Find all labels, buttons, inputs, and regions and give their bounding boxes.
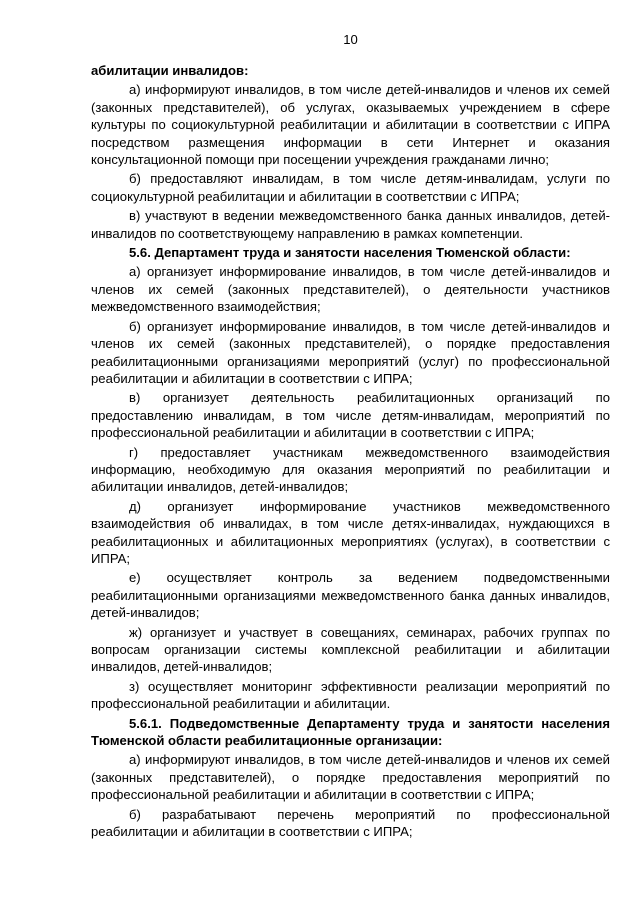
paragraph-item: в) участвуют в ведении межведомственного банка данных инвалидов, детей-инвалидов по соответствующему направлению в рамках компетенции. <box>91 208 610 241</box>
section-heading: 5.6. Департамент труда и занятости населения Тюменской области: <box>129 245 571 261</box>
paragraph-item: а) информируют инвалидов, в том числе детей-инвалидов и членов их семей (законных представителей), о порядке предоставления мероприятий по профессиональной реабилитации и абилитации в соответствии с ИПРА; <box>91 752 610 803</box>
paragraph-item: б) организует информирование инвалидов, в том числе детей-инвалидов и членов их семей (законных представителей), о порядке предоставления реабилитационными организациями мероприятий (услуг) по профессиональной реабилитации и абилитации в соответствии с ИПРА; <box>91 318 610 386</box>
paragraph-item: д) организует информирование участников межведомственного взаимодействия об инвалидах, в том числе детях-инвалидах, нуждающихся в реабилитационных и абилитационных мероприятиях (услугах), в соответствии с ИПРА; <box>91 498 610 566</box>
document-body <box>91 62 610 842</box>
page-number: 10 <box>343 32 358 47</box>
paragraph-item: з) осуществляет мониторинг эффективности реализации мероприятий по профессиональной реабилитации и абилитации. <box>91 678 610 712</box>
paragraph-item: а) организует информирование инвалидов, в том числе детей-инвалидов и членов их семей (законных представителей), о деятельности участников межведомственного взаимодействия; <box>91 264 610 315</box>
paragraph-item: б) разрабатывают перечень мероприятий по профессиональной реабилитации и абилитации в соответствии с ИПРА; <box>91 806 610 840</box>
paragraph-item: б) предоставляют инвалидам, в том числе детям-инвалидам, услуги по социокультурной реабилитации и абилитации в соответствии с ИПРА; <box>91 171 610 204</box>
paragraph-item: е) осуществляет контроль за ведением подведомственными реабилитационными организациями межведомственного банка данных инвалидов, детей-инвалидов; <box>91 570 610 621</box>
paragraph-item: ж) организует и участвует в совещаниях, семинарах, рабочих группах по вопросам организации системы комплексной реабилитации и абилитации инвалидов, детей-инвалидов; <box>91 624 610 675</box>
paragraph-item: в) организует деятельность реабилитационных организаций по предоставлению инвалидам, в том числе детям-инвалидам, мероприятий по профессиональной реабилитации и абилитации в соответствии с ИПРА; <box>91 390 610 441</box>
paragraph-item: г) предоставляет участникам межведомственного взаимодействия информацию, необходимую для оказания мероприятий по реабилитации и абилитации инвалидов, детей-инвалидов; <box>91 444 610 495</box>
paragraph-item: а) информируют инвалидов, в том числе детей-инвалидов и членов их семей (законных представителей), об услугах, оказываемых учреждением в сфере культуры по социокультурной реабилитации и абилитации в соответствии с ИПРА посредством размещения информации в сети Интернет и оказания консультационной помощи при посещении учреждения гражданами лично; <box>91 82 610 168</box>
subsection-heading: 5.6.1. Подведомственные Департаменту труда и занятости населения Тюменской области реабилитационные организации: <box>91 715 610 749</box>
paragraph-section-tail: абилитации инвалидов: <box>91 63 249 78</box>
